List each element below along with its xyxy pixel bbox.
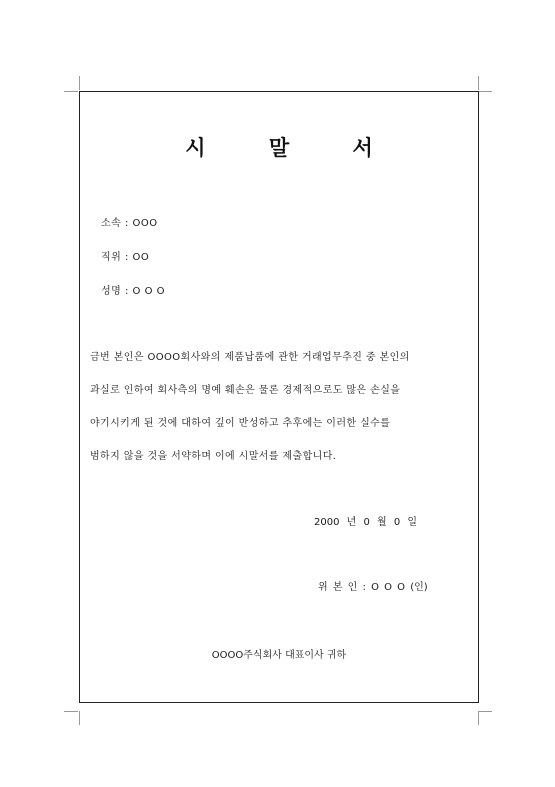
body-line: 야기시키게 된 것에 대하여 깊이 반성하고 추후에는 이러한 실수를 (90, 418, 391, 429)
body-line: 과실로 인하여 회사측의 명예 훼손은 물론 경제적으로도 많은 손실을 (90, 385, 401, 396)
department-field: 소속 : OOO (101, 218, 158, 229)
document-date: 2000 년 0 월 0 일 (314, 517, 418, 528)
document-title: 시 말 서 (185, 136, 401, 160)
crop-mark (478, 76, 479, 90)
crop-mark (64, 91, 78, 92)
signature-line: 위 본 인 : O O O (인) (318, 582, 428, 593)
crop-mark (79, 76, 80, 90)
crop-mark (64, 711, 78, 712)
addressee: OOOO주식회사 대표이사 귀하 (211, 650, 347, 661)
body-line: 범하지 않을 것을 서약하며 이에 시말서를 제출합니다. (90, 451, 337, 462)
crop-mark (478, 711, 492, 712)
position-field: 직위 : OO (101, 252, 150, 263)
page-border (79, 91, 479, 703)
body-line: 금번 본인은 OOOO회사와의 제품납품에 관한 거래업무추진 중 본인의 (90, 352, 410, 363)
crop-mark (478, 711, 479, 725)
crop-mark (478, 91, 492, 92)
crop-mark (79, 711, 80, 725)
name-field: 성명 : O O O (101, 286, 166, 297)
